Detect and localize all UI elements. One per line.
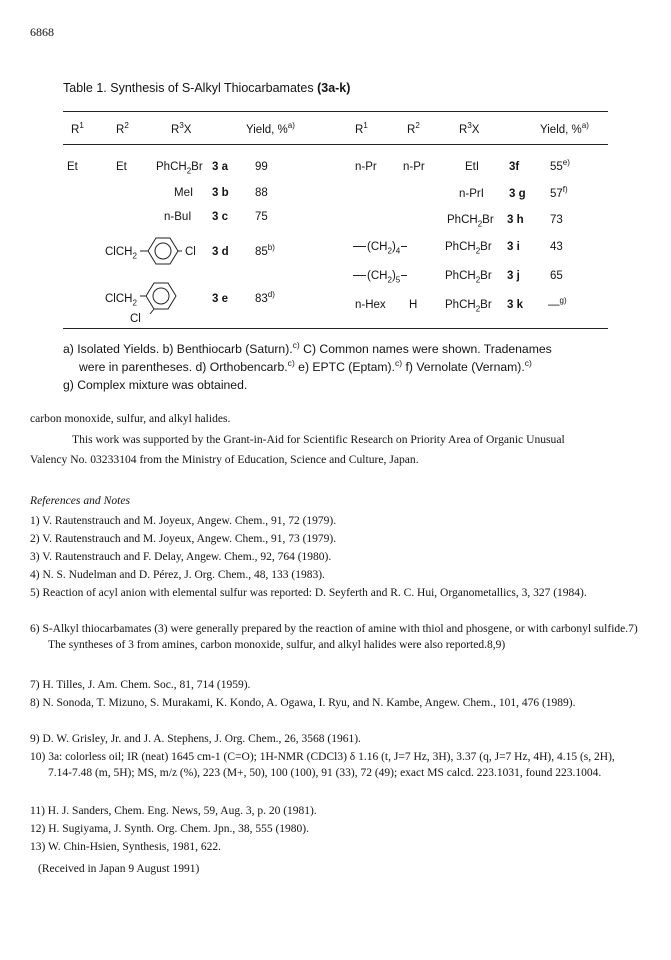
reference-3: 3) V. Rautenstrauch and F. Delay, Angew. Chem., 92, 764 (1980). (30, 551, 332, 563)
cell-r1-nhex: n-Hex (355, 299, 386, 311)
cell-yield-3e: 83$^{d)}$ (255, 290, 275, 305)
cell-compound-3f: 3f (509, 161, 520, 173)
reference-5: 5) Reaction of acyl anion with elemental sulfur was reported: D. Seyferth and R. C. Hui, Organometallics, 3, 327 (1984). (30, 587, 587, 599)
reference-7: 7) H. Tilles, J. Am. Chem. Soc., 81, 714 (1959). (30, 679, 251, 691)
cell-compound-3g: 3 g (509, 188, 526, 200)
header-r3x-left: $R^3X$ (171, 121, 192, 136)
cell-reagent-3b: MeI (174, 187, 194, 199)
cell-r2-npr: n-Pr (403, 161, 425, 173)
acknowledgement-line-2: Valency No. 03233104 from the Ministry of Education, Science and Culture, Japan. (30, 453, 419, 466)
cell-compound-3a: 3 a (212, 161, 228, 173)
cell-r2-h: H (409, 299, 418, 311)
cell-reagent-3c: n-BuI (164, 211, 192, 223)
header-r1-left: $R^1$ (71, 121, 84, 136)
reference-2: 2) V. Rautenstrauch and M. Joyeux, Angew. Chem., 91, 73 (1979). (30, 533, 337, 545)
header-r3x-right: $R^3X$ (459, 121, 480, 136)
header-r1-right: $R^1$ (355, 121, 368, 136)
cell-compound-3e: 3 e (212, 293, 228, 305)
cell-reagent-3g: n-PrI (459, 188, 484, 200)
reference-6: 6) S-Alkyl thiocarbamates (3) were generally prepared by the reaction of amine with thiol and phosgene, or with carbonyl sulfide.7) The syntheses of 3 from amines, carbon monoxide, sulfur, and alkyl halides were also reported.8,9) (30, 623, 638, 651)
cell-struct-3d-cl: Cl (185, 246, 196, 258)
reference-10: 10) 3a: colorless oil; IR (neat) 1645 cm-1 (C=O); 1H-NMR (CDCl3) δ 1.16 (t, J=7 Hz, 3H), 3.37 (q, J=7 Hz, 4H), 4.15 (s, 2H), 7.14-7.48 (m, 5H); MS, m/z (%), 223 (M+, 50), 100 (100), 91 (33), 72 (49); exact MS calcd. 223.1031, found 223.1004. (30, 751, 615, 779)
cell-compound-3h: 3 h (507, 214, 524, 226)
cell-reagent-3a: PhCH$_2$Br (156, 161, 203, 176)
cell-yield-3h: 73 (550, 214, 563, 226)
cell-r1-npr: n-Pr (355, 161, 377, 173)
table-footnote-line-1: a) Isolated Yields. b) Benthiocarb (Saturn).$^{c)}$ C) Common names were shown. Tradenames (63, 339, 552, 356)
reference-4: 4) N. S. Nudelman and D. Pérez, J. Org. Chem., 48, 133 (1983). (30, 569, 325, 581)
cell-compound-3k: 3 k (507, 299, 523, 311)
cell-struct-3e-cl: Cl (130, 313, 141, 325)
cell-compound-3b: 3 b (212, 187, 229, 199)
reference-12: 12) H. Sugiyama, J. Synth. Org. Chem. Jpn., 38, 555 (1980). (30, 823, 309, 835)
cell-r2-et: Et (116, 161, 127, 173)
table-top-rule (63, 111, 608, 112)
caption-text: Synthesis of S-Alkyl Thiocarbamates (110, 81, 314, 95)
table-header-rule (63, 144, 608, 145)
header-yield-right: Yield, %$^{a)}$ (540, 121, 589, 136)
caption-label: Table 1. (63, 81, 107, 95)
cell-yield-3i: 43 (550, 241, 563, 253)
cell-yield-3g: 57$^{f)}$ (550, 185, 568, 200)
cell-reagent-3i: PhCH$_2$Br (445, 241, 492, 256)
cell-reagent-3k: PhCH$_2$Br (445, 299, 492, 314)
reference-1: 1) V. Rautenstrauch and M. Joyeux, Angew. Chem., 91, 72 (1979). (30, 515, 337, 527)
table-caption (63, 81, 350, 95)
cell-ring-3i: $(CH_2)_4$ (353, 241, 407, 253)
cell-yield-3f: 55$^{e)}$ (550, 158, 570, 173)
cell-compound-3i: 3 i (507, 241, 520, 253)
cell-yield-3a: 99 (255, 161, 268, 173)
cell-compound-3c: 3 c (212, 211, 228, 223)
cell-reagent-3j: PhCH$_2$Br (445, 270, 492, 285)
acknowledgement-line-1: This work was supported by the Grant-in-Aid for Scientific Research on Priority Area of Organic Unusual (72, 433, 565, 446)
benzene-ring-ortho-icon (140, 278, 180, 314)
cell-reagent-3f: EtI (465, 161, 480, 173)
references-heading: References and Notes (30, 494, 131, 507)
cell-compound-3d: 3 d (212, 246, 229, 258)
table-footnote-line-3: g) Complex mixture was obtained. (63, 378, 248, 392)
reference-8: 8) N. Sonoda, T. Mizuno, S. Murakami, K. Kondo, A. Ogawa, I. Ryu, and N. Kambe, Angew. Chem., 101, 476 (1989). (30, 697, 576, 709)
table-footnote-line-2: were in parentheses. d) Orthobencarb.$^{c)}$ e) EPTC (Eptam).$^{c)}$ f) Vernolate (Vernam).$^{c)}$ (79, 357, 532, 374)
cell-yield-3c: 75 (255, 211, 268, 223)
cell-compound-3j: 3 j (507, 270, 520, 282)
benzene-ring-para-icon (140, 233, 182, 269)
page-number: 6868 (30, 25, 54, 39)
cell-yield-3k: —$^{g)}$ (548, 296, 567, 311)
cell-struct-3e-label: ClCH$_2$ (105, 293, 137, 308)
header-r2-left: $R^2$ (116, 121, 129, 136)
header-yield-left: Yield, %$^{a)}$ (246, 121, 295, 136)
reference-13: 13) W. Chin-Hsien, Synthesis, 1981, 622. (30, 841, 222, 853)
header-r2-right: $R^2$ (407, 121, 420, 136)
cell-reagent-3h: PhCH$_2$Br (447, 214, 494, 229)
cell-ring-3j: $(CH_2)_5$ (353, 270, 407, 282)
received-date: (Received in Japan 9 August 1991) (38, 863, 200, 875)
table-bottom-rule (63, 328, 608, 329)
reference-9: 9) D. W. Grisley, Jr. and J. A. Stephens, J. Org. Chem., 26, 3568 (1961). (30, 733, 361, 745)
reference-11: 11) H. J. Sanders, Chem. Eng. News, 59, Aug. 3, p. 20 (1981). (30, 805, 317, 817)
cell-yield-3j: 65 (550, 270, 563, 282)
cell-yield-3b: 88 (255, 187, 268, 199)
cell-r1-et: Et (67, 161, 78, 173)
caption-compounds: (3a-k) (317, 81, 351, 95)
cell-struct-3d-label: ClCH$_2$ (105, 246, 137, 261)
body-continuation: carbon monoxide, sulfur, and alkyl halides. (30, 412, 231, 425)
cell-yield-3d: 85$^{b)}$ (255, 243, 275, 258)
